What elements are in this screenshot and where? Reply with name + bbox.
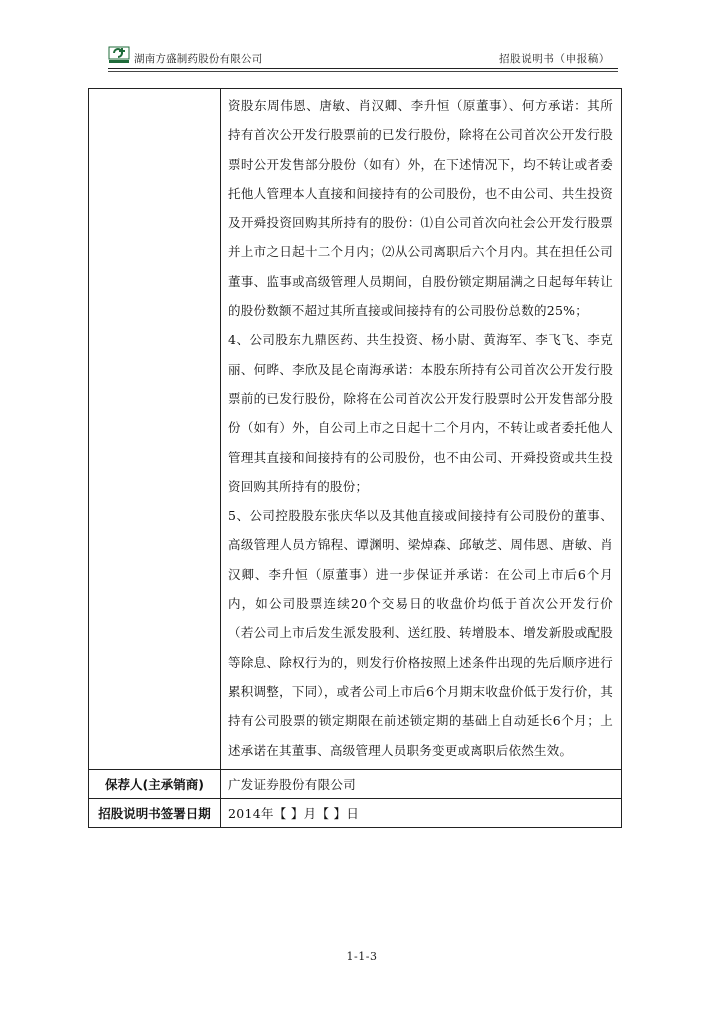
commitment-paragraph: 5、公司控股股东张庆华以及其他直接或间接持有公司股份的董事、高级管理人员方锦程、谭渊明、梁焯森、邱敏芝、周伟恩、唐敏、肖汉卿、李升恒（原董事）进一步保证并承诺：在公司上市后6个月内，如公司股票连续20个交易日的收盘价均低于首次公开发行价（若公司上市后发生派发股利、送红股、转增股本、增发新股或配股等除息、除权行为的，则发行价格按照上述条件出现的先后顺序进行累积调整，下同），或者公司上市后6个月期末收盘价低于发行价，其持有公司股票的锁定期限在前述锁定期的基础上自动延长6个月；上述承诺在其董事、高级管理人员职务变更或离职后依然生效。 bbox=[228, 508, 613, 758]
page-header bbox=[108, 44, 618, 68]
header-divider-thin bbox=[108, 71, 618, 72]
table-row bbox=[89, 89, 622, 770]
page-number: 1-1-3 bbox=[346, 950, 378, 963]
share-lockup-commitments-cell bbox=[221, 89, 622, 770]
commitment-paragraph: 4、公司股东九鼎医药、共生投资、杨小尉、黄海军、李飞飞、李克丽、何晔、李欣及昆仑南海承诺：本股东所持有公司首次公开发行股票前的已发行股份，除将在公司首次公开发行股票时公开发售部分股份（如有）外，自公司上市之日起十二个月内，不转让或者委托他人管理其直接和间接持有的公司股份，也不由公司、开舜投资或共生投资回购其所持有的股份； bbox=[228, 332, 613, 494]
table-row bbox=[89, 769, 622, 798]
company-name: 湖南方盛制药股份有限公司 bbox=[134, 53, 263, 65]
table-row bbox=[89, 798, 622, 827]
prospectus-info-table bbox=[88, 88, 622, 828]
sponsor-label: 保荐人(主承销商) bbox=[89, 769, 221, 798]
empty-label-cell bbox=[89, 89, 221, 770]
document-title: 招股说明书（申报稿） bbox=[499, 53, 610, 65]
header-divider bbox=[108, 68, 618, 69]
company-logo-icon bbox=[108, 46, 130, 64]
signing-date-label: 招股说明书签署日期 bbox=[89, 798, 221, 827]
commitment-paragraph: 资股东周伟恩、唐敏、肖汉卿、李升恒（原董事）、何方承诺：其所持有首次公开发行股票前的已发行股份，除将在公司首次公开发行股票时公开发售部分股份（如有）外，在下述情况下，均不转让或者委托他人管理本人直接和间接持有的公司股份，也不由公司、共生投资及开舜投资回购其所持有的股份：⑴自公司首次向社会公开发行股票并上市之日起十二个月内；⑵从公司离职后六个月内。其在担任公司董事、监事或高级管理人员期间，自股份锁定期届满之日起每年转让的股份数额不超过其所直接或间接持有的公司股份总数的25%； bbox=[228, 98, 613, 319]
signing-date-value: 2014年【 】月【 】日 bbox=[221, 798, 622, 827]
sponsor-value: 广发证券股份有限公司 bbox=[221, 769, 622, 798]
